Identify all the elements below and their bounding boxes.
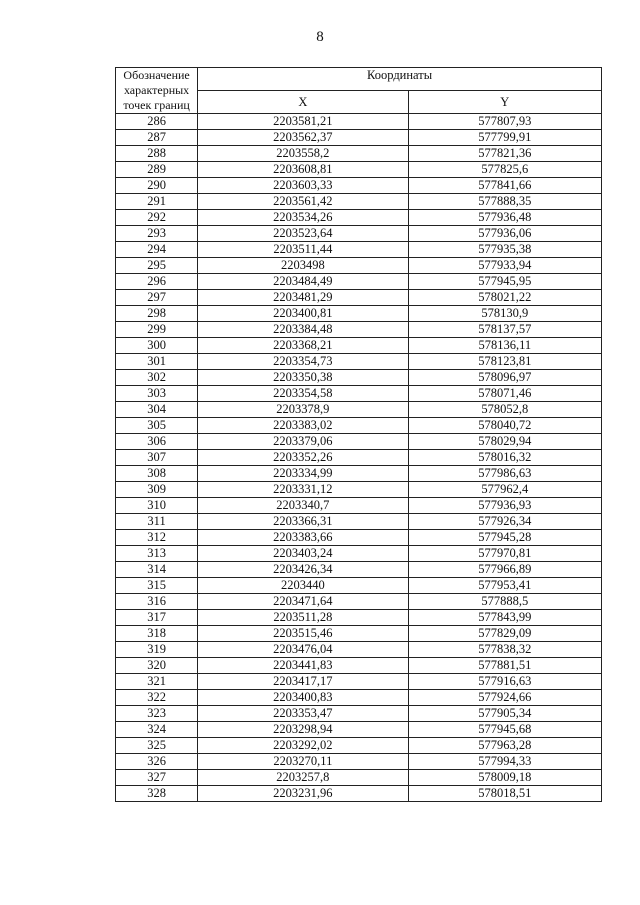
cell-y: 578018,51 bbox=[408, 786, 601, 802]
cell-point: 288 bbox=[116, 146, 198, 162]
cell-x: 2203379,06 bbox=[198, 434, 408, 450]
cell-y: 577933,94 bbox=[408, 258, 601, 274]
table-row bbox=[116, 578, 602, 594]
cell-y: 578016,32 bbox=[408, 450, 601, 466]
cell-x: 2203331,12 bbox=[198, 482, 408, 498]
cell-y: 578137,57 bbox=[408, 322, 601, 338]
cell-point: 295 bbox=[116, 258, 198, 274]
cell-x: 2203481,29 bbox=[198, 290, 408, 306]
cell-point: 303 bbox=[116, 386, 198, 402]
cell-x: 2203257,8 bbox=[198, 770, 408, 786]
cell-point: 287 bbox=[116, 130, 198, 146]
cell-x: 2203400,81 bbox=[198, 306, 408, 322]
cell-point: 314 bbox=[116, 562, 198, 578]
table-row bbox=[116, 610, 602, 626]
cell-x: 2203471,64 bbox=[198, 594, 408, 610]
cell-y: 577953,41 bbox=[408, 578, 601, 594]
cell-y: 577821,36 bbox=[408, 146, 601, 162]
cell-point: 326 bbox=[116, 754, 198, 770]
cell-x: 2203403,24 bbox=[198, 546, 408, 562]
cell-x: 2203441,83 bbox=[198, 658, 408, 674]
table-row bbox=[116, 130, 602, 146]
cell-y: 578071,46 bbox=[408, 386, 601, 402]
cell-point: 299 bbox=[116, 322, 198, 338]
cell-x: 2203523,64 bbox=[198, 226, 408, 242]
cell-y: 578123,81 bbox=[408, 354, 601, 370]
header-point-designation: Обозначение характерных точек границ bbox=[116, 68, 198, 114]
cell-y: 577936,48 bbox=[408, 210, 601, 226]
cell-y: 578040,72 bbox=[408, 418, 601, 434]
cell-x: 2203426,34 bbox=[198, 562, 408, 578]
cell-y: 577924,66 bbox=[408, 690, 601, 706]
cell-y: 577881,51 bbox=[408, 658, 601, 674]
cell-y: 577838,32 bbox=[408, 642, 601, 658]
cell-point: 313 bbox=[116, 546, 198, 562]
cell-y: 578009,18 bbox=[408, 770, 601, 786]
table-row bbox=[116, 290, 602, 306]
cell-x: 2203515,46 bbox=[198, 626, 408, 642]
table-row bbox=[116, 754, 602, 770]
cell-x: 2203417,17 bbox=[198, 674, 408, 690]
cell-x: 2203292,02 bbox=[198, 738, 408, 754]
cell-point: 297 bbox=[116, 290, 198, 306]
cell-y: 577888,35 bbox=[408, 194, 601, 210]
cell-x: 2203340,7 bbox=[198, 498, 408, 514]
cell-y: 577905,34 bbox=[408, 706, 601, 722]
table-row bbox=[116, 114, 602, 130]
table-row bbox=[116, 514, 602, 530]
cell-y: 577970,81 bbox=[408, 546, 601, 562]
cell-x: 2203476,04 bbox=[198, 642, 408, 658]
cell-x: 2203350,38 bbox=[198, 370, 408, 386]
cell-x: 2203354,73 bbox=[198, 354, 408, 370]
cell-y: 577936,93 bbox=[408, 498, 601, 514]
table-row bbox=[116, 546, 602, 562]
table-row bbox=[116, 178, 602, 194]
cell-y: 577962,4 bbox=[408, 482, 601, 498]
table-row bbox=[116, 466, 602, 482]
cell-y: 577936,06 bbox=[408, 226, 601, 242]
cell-point: 324 bbox=[116, 722, 198, 738]
cell-point: 318 bbox=[116, 626, 198, 642]
cell-point: 291 bbox=[116, 194, 198, 210]
cell-x: 2203298,94 bbox=[198, 722, 408, 738]
cell-point: 292 bbox=[116, 210, 198, 226]
cell-x: 2203498 bbox=[198, 258, 408, 274]
table-row bbox=[116, 370, 602, 386]
page-number: 8 bbox=[316, 29, 324, 45]
cell-y: 577945,95 bbox=[408, 274, 601, 290]
table-row bbox=[116, 482, 602, 498]
cell-y: 577926,34 bbox=[408, 514, 601, 530]
cell-point: 320 bbox=[116, 658, 198, 674]
table-row bbox=[116, 306, 602, 322]
cell-point: 301 bbox=[116, 354, 198, 370]
cell-x: 2203383,02 bbox=[198, 418, 408, 434]
table-row bbox=[116, 674, 602, 690]
table-row bbox=[116, 274, 602, 290]
cell-point: 290 bbox=[116, 178, 198, 194]
cell-y: 577799,91 bbox=[408, 130, 601, 146]
cell-y: 578021,22 bbox=[408, 290, 601, 306]
cell-y: 577966,89 bbox=[408, 562, 601, 578]
cell-y: 577888,5 bbox=[408, 594, 601, 610]
table-row bbox=[116, 594, 602, 610]
cell-y: 577825,6 bbox=[408, 162, 601, 178]
table-row bbox=[116, 354, 602, 370]
cell-y: 578029,94 bbox=[408, 434, 601, 450]
cell-point: 323 bbox=[116, 706, 198, 722]
table-row bbox=[116, 642, 602, 658]
cell-y: 577945,68 bbox=[408, 722, 601, 738]
table-row bbox=[116, 418, 602, 434]
table-row bbox=[116, 562, 602, 578]
table-row bbox=[116, 786, 602, 802]
cell-y: 578052,8 bbox=[408, 402, 601, 418]
cell-point: 293 bbox=[116, 226, 198, 242]
cell-x: 2203270,11 bbox=[198, 754, 408, 770]
cell-y: 577994,33 bbox=[408, 754, 601, 770]
cell-x: 2203383,66 bbox=[198, 530, 408, 546]
cell-y: 577935,38 bbox=[408, 242, 601, 258]
table-row bbox=[116, 738, 602, 754]
table-row bbox=[116, 498, 602, 514]
cell-x: 2203231,96 bbox=[198, 786, 408, 802]
cell-point: 294 bbox=[116, 242, 198, 258]
table-row bbox=[116, 258, 602, 274]
table-header bbox=[116, 68, 602, 114]
cell-y: 578136,11 bbox=[408, 338, 601, 354]
cell-x: 2203562,37 bbox=[198, 130, 408, 146]
cell-x: 2203400,83 bbox=[198, 690, 408, 706]
cell-point: 325 bbox=[116, 738, 198, 754]
cell-x: 2203511,28 bbox=[198, 610, 408, 626]
cell-y: 577841,66 bbox=[408, 178, 601, 194]
cell-point: 289 bbox=[116, 162, 198, 178]
cell-point: 310 bbox=[116, 498, 198, 514]
cell-y: 577963,28 bbox=[408, 738, 601, 754]
table-row bbox=[116, 658, 602, 674]
cell-point: 311 bbox=[116, 514, 198, 530]
cell-x: 2203366,31 bbox=[198, 514, 408, 530]
cell-point: 305 bbox=[116, 418, 198, 434]
cell-x: 2203384,48 bbox=[198, 322, 408, 338]
table-row bbox=[116, 530, 602, 546]
cell-point: 306 bbox=[116, 434, 198, 450]
cell-x: 2203484,49 bbox=[198, 274, 408, 290]
cell-point: 328 bbox=[116, 786, 198, 802]
cell-x: 2203378,9 bbox=[198, 402, 408, 418]
cell-y: 578130,9 bbox=[408, 306, 601, 322]
cell-point: 322 bbox=[116, 690, 198, 706]
cell-x: 2203352,26 bbox=[198, 450, 408, 466]
cell-point: 298 bbox=[116, 306, 198, 322]
table-row bbox=[116, 338, 602, 354]
table-row bbox=[116, 162, 602, 178]
table-row bbox=[116, 402, 602, 418]
cell-point: 315 bbox=[116, 578, 198, 594]
cell-x: 2203558,2 bbox=[198, 146, 408, 162]
cell-x: 2203581,21 bbox=[198, 114, 408, 130]
cell-x: 2203534,26 bbox=[198, 210, 408, 226]
cell-x: 2203440 bbox=[198, 578, 408, 594]
table-row bbox=[116, 322, 602, 338]
cell-point: 286 bbox=[116, 114, 198, 130]
table-row bbox=[116, 626, 602, 642]
cell-y: 577843,99 bbox=[408, 610, 601, 626]
cell-x: 2203368,21 bbox=[198, 338, 408, 354]
header-y: Y bbox=[408, 91, 601, 114]
table-row bbox=[116, 226, 602, 242]
cell-point: 308 bbox=[116, 466, 198, 482]
cell-x: 2203353,47 bbox=[198, 706, 408, 722]
table-body bbox=[116, 114, 602, 802]
cell-y: 577807,93 bbox=[408, 114, 601, 130]
table-row bbox=[116, 194, 602, 210]
cell-point: 296 bbox=[116, 274, 198, 290]
table-row bbox=[116, 386, 602, 402]
table-row bbox=[116, 242, 602, 258]
cell-point: 307 bbox=[116, 450, 198, 466]
cell-y: 577916,63 bbox=[408, 674, 601, 690]
table-row bbox=[116, 450, 602, 466]
cell-point: 321 bbox=[116, 674, 198, 690]
cell-x: 2203603,33 bbox=[198, 178, 408, 194]
table-row bbox=[116, 210, 602, 226]
cell-point: 304 bbox=[116, 402, 198, 418]
cell-x: 2203354,58 bbox=[198, 386, 408, 402]
cell-point: 300 bbox=[116, 338, 198, 354]
table-row bbox=[116, 770, 602, 786]
cell-point: 312 bbox=[116, 530, 198, 546]
cell-y: 577986,63 bbox=[408, 466, 601, 482]
cell-point: 319 bbox=[116, 642, 198, 658]
header-coordinates: Координаты bbox=[198, 68, 602, 91]
table-row bbox=[116, 146, 602, 162]
header-x: X bbox=[198, 91, 408, 114]
cell-x: 2203511,44 bbox=[198, 242, 408, 258]
cell-y: 577829,09 bbox=[408, 626, 601, 642]
cell-point: 327 bbox=[116, 770, 198, 786]
cell-x: 2203334,99 bbox=[198, 466, 408, 482]
cell-point: 317 bbox=[116, 610, 198, 626]
cell-point: 316 bbox=[116, 594, 198, 610]
table-row bbox=[116, 690, 602, 706]
table-row bbox=[116, 434, 602, 450]
cell-point: 309 bbox=[116, 482, 198, 498]
coordinates-table bbox=[115, 67, 602, 802]
table-row bbox=[116, 706, 602, 722]
cell-x: 2203608,81 bbox=[198, 162, 408, 178]
cell-y: 578096,97 bbox=[408, 370, 601, 386]
cell-y: 577945,28 bbox=[408, 530, 601, 546]
cell-point: 302 bbox=[116, 370, 198, 386]
cell-x: 2203561,42 bbox=[198, 194, 408, 210]
table-row bbox=[116, 722, 602, 738]
